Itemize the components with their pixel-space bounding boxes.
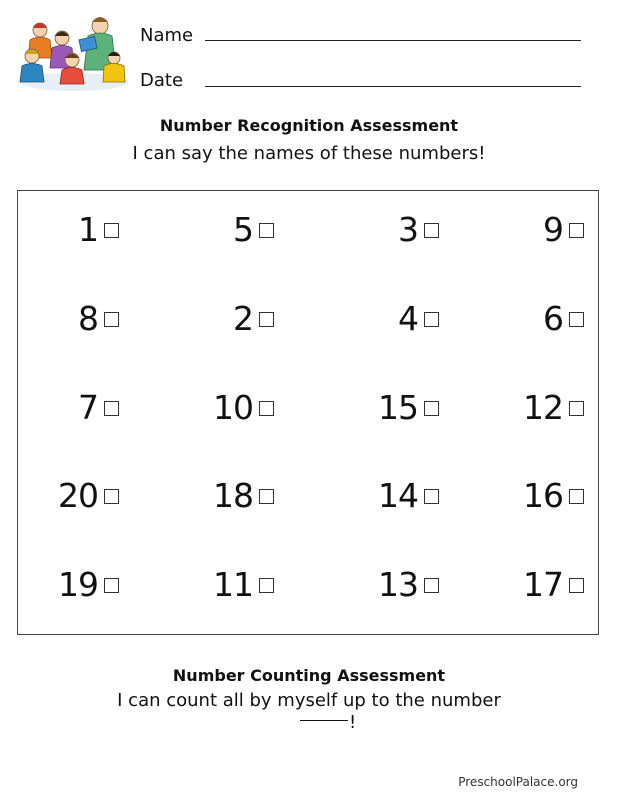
number-label: 4 (398, 298, 418, 338)
number-checkbox[interactable] (259, 578, 274, 593)
number-label: 9 (543, 209, 563, 249)
number-label: 6 (543, 298, 563, 338)
number-item (28, 473, 119, 517)
number-label: 14 (378, 475, 418, 515)
number-label: 3 (398, 209, 418, 249)
number-checkbox[interactable] (424, 578, 439, 593)
number-label: 10 (213, 387, 253, 427)
number-label: 11 (213, 564, 253, 604)
number-checkbox[interactable] (104, 312, 119, 327)
recognition-subtitle: I can say the names of these numbers! (132, 143, 486, 164)
number-checkbox[interactable] (569, 223, 584, 238)
number-label: 1 (78, 209, 98, 249)
number-checkbox[interactable] (104, 578, 119, 593)
name-field-line[interactable] (205, 40, 581, 41)
number-label: 20 (58, 475, 98, 515)
number-checkbox[interactable] (569, 312, 584, 327)
number-item (493, 296, 584, 340)
number-label: 17 (523, 564, 563, 604)
number-label: 7 (78, 387, 98, 427)
number-label: 16 (523, 475, 563, 515)
number-label: 15 (378, 387, 418, 427)
number-item (28, 207, 119, 251)
number-label: 8 (78, 298, 98, 338)
counting-title: Number Counting Assessment (172, 666, 446, 685)
number-item (348, 562, 439, 606)
number-item (493, 385, 584, 429)
name-label: Name (140, 25, 194, 46)
number-item (183, 207, 274, 251)
number-label: 5 (233, 209, 253, 249)
number-item (348, 473, 439, 517)
number-checkbox[interactable] (259, 489, 274, 504)
number-item (183, 562, 274, 606)
number-checkbox[interactable] (104, 401, 119, 416)
number-item (348, 296, 439, 340)
number-checkbox[interactable] (569, 401, 584, 416)
number-item (493, 207, 584, 251)
number-checkbox[interactable] (259, 401, 274, 416)
number-grid (17, 190, 599, 635)
date-field-line[interactable] (205, 86, 581, 87)
number-label: 18 (213, 475, 253, 515)
number-label: 13 (378, 564, 418, 604)
number-checkbox[interactable] (569, 578, 584, 593)
number-checkbox[interactable] (424, 489, 439, 504)
number-item (493, 473, 584, 517)
number-label: 12 (523, 387, 563, 427)
children-reading-illustration (14, 8, 132, 94)
number-checkbox[interactable] (424, 401, 439, 416)
number-item (348, 385, 439, 429)
number-item (348, 207, 439, 251)
number-checkbox[interactable] (424, 312, 439, 327)
date-label: Date (140, 70, 184, 91)
count-answer-line[interactable] (300, 720, 348, 721)
number-checkbox[interactable] (424, 223, 439, 238)
number-item (183, 473, 274, 517)
number-item (183, 385, 274, 429)
number-checkbox[interactable] (259, 312, 274, 327)
number-item (493, 562, 584, 606)
number-item (183, 296, 274, 340)
number-item (28, 562, 119, 606)
number-checkbox[interactable] (569, 489, 584, 504)
number-checkbox[interactable] (259, 223, 274, 238)
number-label: 2 (233, 298, 253, 338)
number-checkbox[interactable] (104, 489, 119, 504)
source-credit: PreschoolPalace.org (458, 775, 578, 789)
count-answer-suffix: ! (349, 712, 357, 733)
number-checkbox[interactable] (104, 223, 119, 238)
number-label: 19 (58, 564, 98, 604)
number-item (28, 296, 119, 340)
recognition-title: Number Recognition Assessment (159, 116, 459, 135)
counting-statement: I can count all by myself up to the number (117, 690, 501, 711)
number-item (28, 385, 119, 429)
